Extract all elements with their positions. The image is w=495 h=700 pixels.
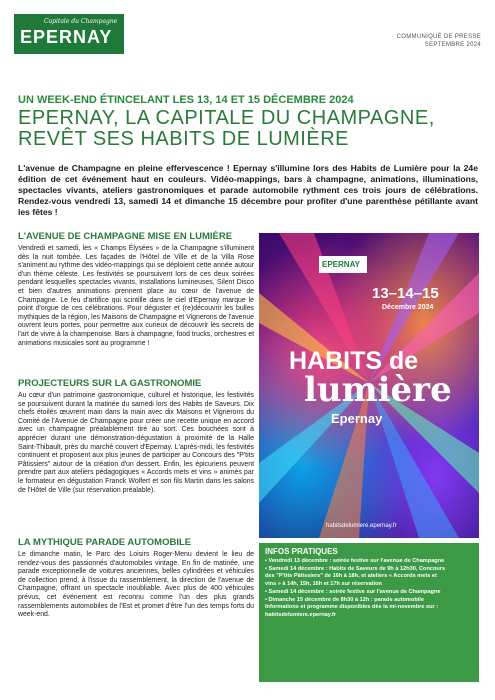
logo-tagline: Capitale du Champagne bbox=[44, 18, 118, 25]
poster-title-top: HABITS de bbox=[289, 347, 419, 375]
poster-url: habitsdelumiere.epernay.fr bbox=[326, 523, 397, 529]
epernay-logo bbox=[14, 14, 124, 54]
title-line-2: REVÊT SES HABITS DE LUMIÈRE bbox=[18, 128, 349, 150]
press-type: COMMUNIQUÉ DE PRESSE bbox=[396, 34, 481, 40]
logo-name: EPERNAY bbox=[20, 27, 113, 47]
event-poster bbox=[259, 233, 479, 538]
info-line: Informations et programme disponibles dès la mi-novembre sur : bbox=[265, 604, 439, 611]
poster-month: Décembre 2024 bbox=[382, 304, 434, 311]
section-parade-body: Le dimanche matin, le Parc des Loisirs Roger-Menu devient le lieu de rendez-vous des passionnés d'automobiles vintage. En fin de matinée, une parade exceptionnelle de voitures anciennes, belles cylindrées et véhicules de collection prend, à l'issue du rassemblement, la direction de l'avenue de Champagne, offrant un spectacle inoubliable. Avec plus de 400 véhicules prévus, cet événement est reconnu comme l'un des plus grands rassemblements automobiles de l'Est et promet d'être l'un des temps forts du week-end. bbox=[18, 551, 254, 619]
title-line-1: EPERNAY, LA CAPITALE DU CHAMPAGNE, bbox=[18, 107, 435, 129]
info-link[interactable]: habitsdelumiere.epernay.fr bbox=[265, 611, 337, 618]
info-line: des "P'tits Pâtissiers" de 16h à 18h, et ateliers « Accords mets et bbox=[265, 573, 437, 580]
press-release-label bbox=[397, 33, 481, 49]
info-line: • Dimanche 15 décembre de 8h30 à 12h : parade automobile bbox=[265, 596, 424, 603]
press-date: SEPTEMBRE 2024 bbox=[424, 42, 481, 48]
poster-title-bottom: lumière bbox=[304, 370, 452, 410]
page-title bbox=[18, 108, 435, 150]
section-parade-heading: LA MYTHIQUE PARADE AUTOMOBILE bbox=[18, 537, 192, 548]
info-line: • Samedi 14 décembre : soirée festive sur l'avenue de Champagne bbox=[265, 588, 441, 595]
info-line: vins » à 14h, 15h, 16h et 17h sur réservation bbox=[265, 581, 382, 588]
section-gastronomie-heading: PROJECTEURS SUR LA GASTRONOMIE bbox=[18, 378, 202, 389]
info-line: • Vendredi 13 décembre : soirée festive sur l'avenue de Champagne bbox=[265, 558, 445, 564]
section-avenue bbox=[18, 231, 254, 348]
poster-logo-text: EPERNAY bbox=[322, 260, 360, 269]
section-gastronomie bbox=[18, 378, 254, 495]
poster-logo bbox=[319, 256, 367, 273]
poster-dates: 13–14–15 bbox=[372, 285, 439, 302]
section-parade bbox=[18, 537, 254, 620]
section-avenue-heading: L'AVENUE DE CHAMPAGNE MISE EN LUMIÈRE bbox=[18, 231, 233, 242]
practical-info-box bbox=[259, 543, 479, 682]
section-gastronomie-body: Au cœur d'un patrimoine gastronomique, culturel et historique, les festivités se poursuivent durant la matinée du samedi lors des Habits de Saveurs. Dix chefs étoilés œuvrent main dans la main avec dix Maisons et Vignerons du Comité de l'Avenue de Champagne pour créer une recette unique en accord avec un champagne préalablement tiré au sort. Ces bouchées sont à apprécier durant une démonstration-dégustation à proximité de la Halle Saint-Thibault, près du marché couvert d'Epernay. L'après-midi, les festivités continuent et proposent aux plus jeunes de participer au Concours des "P'tits Pâtissiers" autour de la création d'un dessert. Enfin, les épicuriens peuvent prendre part aux ateliers pédagogiques « Accords mets et vins » animés par le formateur en dégustation Franck Wolfert et son fils Martin dans les salons de l'Hôtel de Ville (sur réservation préalable). bbox=[18, 392, 254, 494]
section-avenue-body: Vendredi et samedi, les « Champs Élysées » de la Champagne s'illuminent dès la nuit tombée. Les façades de l'Hôtel de Ville et de la Villa Rose s'animent au rythme des vidéo-mappings qui se déploient cette année autour d'un thème céleste. Les festivités se poursuivent lors de ces deux soirées pendant lesquelles spectacles vivants, installations lumineuses, Silent Disco et bien d'autres animations prennent place au cœur de l'avenue de Champagne. Le feu d'artifice qui scintille dans le ciel d'Epernay marque le point d'orgue de ces célébrations. Pour déguster et (re)découvrir les bulles mythiques de la région, les Maisons de Champagne et Vignerons de l'avenue ouvrent leurs portes, pour permettre aux curieux de découvrir les secrets de l'art de vivre à la champenoise. Bars à champagne, food trucks, orchestres et animations musicales sont au programme ! bbox=[18, 245, 255, 347]
practical-info-heading: INFOS PRATIQUES bbox=[265, 547, 338, 556]
poster-city: Epernay bbox=[331, 411, 383, 426]
kicker-headline: UN WEEK-END ÉTINCELANT LES 13, 14 ET 15 DÉCEMBRE 2024 bbox=[18, 94, 354, 106]
info-line: • Samedi 14 décembre : Habits de Saveurs de 9h à 12h30, Concours bbox=[265, 565, 446, 572]
intro-paragraph: L'avenue de Champagne en pleine effervescence ! Epernay s'illumine lors des Habits de Lumière pour la 24e édition de cet événement haut en couleurs. Vidéo-mappings, bars à champagne, animations, illuminations, spectacles vivants, ateliers gastronomiques et parade automobile rythment ces trois jours de célébrations. Rendez-vous vendredi 13, samedi 14 et dimanche 15 décembre pour profiter d'une parenthèse pétillante avant les fêtes ! bbox=[18, 163, 478, 217]
